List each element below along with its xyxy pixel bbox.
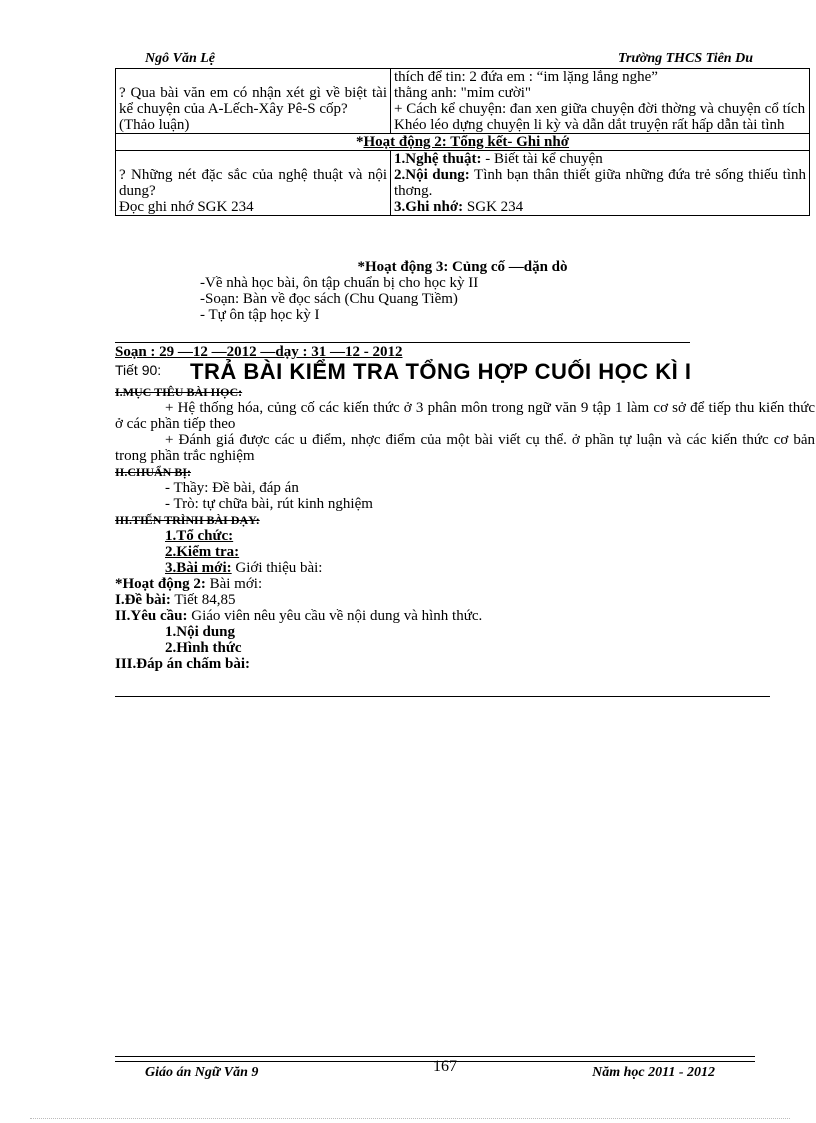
yeu-cau-line: II.Yêu cầu: Giáo viên nêu yêu cầu về nội dung và hình thức. [115,608,483,624]
list-item: -Soạn: Bàn về đọc sách (Chu Quang Tiềm) [200,291,458,307]
list-item: - Thầy: Đề bài, đáp án [165,480,299,496]
activity3-block [115,259,810,323]
de-bai-line: I.Đề bài: Tiết 84,85 [115,592,236,608]
table-row [116,134,810,151]
answer-line: Khéo léo dựng chuyện li kỳ và dẫn dắt truyện rất hấp dẫn tài tình [394,117,785,133]
header-school: Trường THCS Tiên Du [617,51,753,66]
activity2-rest: Tổng kết- Ghi nhớ [450,134,570,150]
requirement-item: 2.Hình thức [165,640,242,656]
page-footer [115,1058,755,1081]
question-note: Đọc ghi nhớ SGK 234 [119,199,254,215]
page-edge [30,1118,790,1119]
activity2-heading: *Hoạt động 2: Tổng kết- Ghi nhớ [116,134,810,151]
lesson-date: Soạn : 29 —12 —2012 —dạy : 31 —12 - 2012 [115,344,403,360]
question-cell [116,69,391,134]
list-item: - Tự ôn tập học kỳ I [200,307,320,323]
requirement-item: 1.Nội dung [165,624,236,640]
question-cell [116,151,391,216]
answer-line: 1.Nghệ thuật: - Biết tài kể chuyện [394,151,603,167]
answer-cell [391,69,810,134]
section-heading: II.CHUẨN BỊ: [115,465,192,479]
paragraph: + Hệ thống hóa, củng cố các kiến thức ở 3 phân môn trong ngữ văn 9 tập 1 làm cơ sở để tiếp thu kiến thức ở các phần tiếp theo [115,400,815,432]
dap-an-heading: III.Đáp án chấm bài: [115,656,251,672]
question-text: ? Qua bài văn em có nhận xét gì về biệt tài kể chuyện của A-Lếch-Xây Pê-S cốp? [119,85,387,117]
lesson-title: TRẢ BÀI KIỂM TRA TỔNG HỢP CUỐI HỌC KÌ I [190,359,692,384]
footer-subject: Giáo án Ngữ Văn 9 [145,1065,259,1080]
table-row [116,151,810,216]
section-heading: I.MỤC TIÊU BÀI HỌC: [115,385,243,399]
lesson-body [115,384,815,672]
answer-line: thằng anh: "mỉm cười" [394,85,532,101]
list-item: -Về nhà học bài, ôn tập chuẩn bị cho học kỳ II [200,275,479,291]
step-heading: 2.Kiểm tra: [165,544,240,560]
answer-line: + Cách kể chuyện: đan xen giữa chuyện đời thờng và chuyện cổ tích [394,101,806,117]
section-heading: III.TIẾN TRÌNH BÀI DẠY: [115,513,260,527]
paragraph: + Đánh giá được các u điểm, nhợc điểm của một bài viết cụ thể. ở phần tự luận và các kiến thức cơ bản trong phần trắc nghiệm [115,432,815,464]
question-text: ? Những nét đặc sắc của nghệ thuật và nội dung? [119,167,387,199]
activity3-heading: *Hoạt động 3: Củng cố —dặn dò [357,259,568,275]
divider [115,342,690,343]
answer-line: thích để tin: 2 đứa em : “im lặng lắng nghe” [394,69,658,85]
table-row [116,69,810,134]
footer-year: Năm học 2011 - 2012 [592,1065,715,1080]
list-item: - Trò: tự chữa bài, rút kinh nghiệm [165,496,373,512]
page-header [115,50,755,69]
answer-line: 3.Ghi nhớ: SGK 234 [394,199,524,215]
page-number: 167 [433,1058,457,1075]
activity2-label: Hoạt động 2: [363,134,451,150]
lesson-table [115,68,810,216]
answer-cell [391,151,810,216]
activity2-line: *Hoạt động 2: Bài mới: [115,576,263,592]
header-author: Ngô Văn Lệ [145,51,215,66]
step-heading: 1.Tổ chức: [165,528,234,544]
lesson-period: Tiết 90: [115,362,162,378]
step-line: 3.Bài mới: Giới thiệu bài: [165,560,323,576]
divider [115,696,770,697]
answer-line: 2.Nội dung: Tình bạn thân thiết giữa những đứa trẻ sống thiếu tình thơng. [394,167,807,199]
question-note: (Thảo luận) [119,117,190,133]
